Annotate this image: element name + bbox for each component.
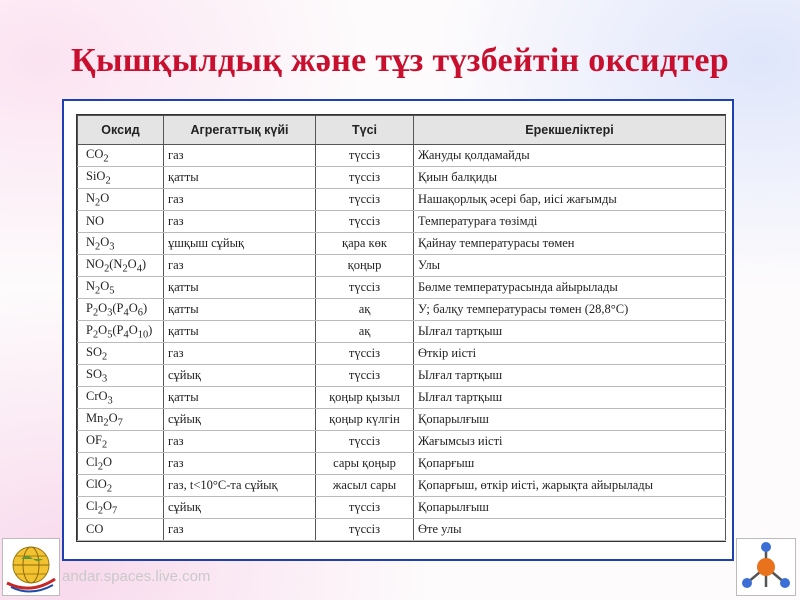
- cell-color: қара көк: [316, 233, 414, 255]
- cell-oxide: CO: [78, 519, 164, 541]
- header-state: Агрегаттық күйі: [164, 116, 316, 145]
- cell-oxide: SiO$_2$: [78, 167, 164, 189]
- cell-state: қатты: [164, 167, 316, 189]
- cell-oxide: $P_2O_5(P_4O_{10})$: [78, 321, 164, 343]
- cell-feature: Ылғал тартқыш: [414, 321, 726, 343]
- cell-color: қоңыр күлгін: [316, 409, 414, 431]
- header-color: Түсі: [316, 116, 414, 145]
- cell-oxide: $N_2O$: [78, 189, 164, 211]
- cell-state: қатты: [164, 299, 316, 321]
- globe-logo-icon: [2, 538, 60, 596]
- cell-state: газ, t<10°С-та сұйық: [164, 475, 316, 497]
- cell-oxide: $NO_2(N_2O_4)$: [78, 255, 164, 277]
- header-oxide: Оксид: [78, 116, 164, 145]
- cell-feature: Жағымсыз иісті: [414, 431, 726, 453]
- table-row: [78, 475, 726, 497]
- cell-color: қоңыр: [316, 255, 414, 277]
- cell-oxide: ClO$_2$: [78, 475, 164, 497]
- cell-feature: Улы: [414, 255, 726, 277]
- cell-oxide: $OF_2$: [78, 431, 164, 453]
- cell-color: түссіз: [316, 519, 414, 541]
- cell-oxide: $P_2O_3(P_4O_6)$: [78, 299, 164, 321]
- table-row: [78, 453, 726, 475]
- cell-oxide: $SO_2$: [78, 343, 164, 365]
- cell-state: газ: [164, 255, 316, 277]
- oxides-table-wrapper: [76, 114, 726, 542]
- cell-state: газ: [164, 211, 316, 233]
- cell-state: газ: [164, 145, 316, 167]
- cell-color: ақ: [316, 299, 414, 321]
- cell-state: сұйық: [164, 365, 316, 387]
- cell-oxide: NO: [78, 211, 164, 233]
- cell-feature: Өте улы: [414, 519, 726, 541]
- table-frame: [62, 99, 734, 561]
- cell-state: газ: [164, 431, 316, 453]
- cell-feature: Бөлме температурасында айырылады: [414, 277, 726, 299]
- cell-color: қоңыр қызыл: [316, 387, 414, 409]
- cell-state: сұйық: [164, 409, 316, 431]
- cell-color: түссіз: [316, 211, 414, 233]
- cell-feature: Ылғал тартқыш: [414, 365, 726, 387]
- cell-oxide: $Mn_2O_7$: [78, 409, 164, 431]
- cell-feature: Қопарғыш: [414, 453, 726, 475]
- cell-oxide: $CO_2$: [78, 145, 164, 167]
- cell-feature: Температураға төзімді: [414, 211, 726, 233]
- cell-color: сары қоңыр: [316, 453, 414, 475]
- cell-feature: Жануды қолдамайды: [414, 145, 726, 167]
- cell-state: газ: [164, 519, 316, 541]
- molecule-icon: [736, 538, 796, 596]
- cell-color: түссіз: [316, 145, 414, 167]
- table-row: [78, 233, 726, 255]
- table-header-row: [78, 116, 726, 145]
- cell-color: түссіз: [316, 365, 414, 387]
- table-row: [78, 387, 726, 409]
- table-row: [78, 211, 726, 233]
- cell-color: түссіз: [316, 189, 414, 211]
- cell-oxide: $N_2O_3$: [78, 233, 164, 255]
- cell-feature: Ылғал тартқыш: [414, 387, 726, 409]
- table-row: [78, 277, 726, 299]
- table-row: [78, 167, 726, 189]
- cell-feature: Нашақорлық әсері бар, иісі жағымды: [414, 189, 726, 211]
- cell-state: газ: [164, 189, 316, 211]
- cell-state: ұшқыш сұйық: [164, 233, 316, 255]
- table-row: [78, 321, 726, 343]
- cell-state: газ: [164, 343, 316, 365]
- cell-oxide: $Cl_2O$: [78, 453, 164, 475]
- table-row: [78, 343, 726, 365]
- cell-color: түссіз: [316, 343, 414, 365]
- cell-feature: Қопарылғыш: [414, 497, 726, 519]
- header-features: Ерекшеліктері: [414, 116, 726, 145]
- cell-color: түссіз: [316, 431, 414, 453]
- cell-feature: Қиын балқиды: [414, 167, 726, 189]
- table-row: [78, 431, 726, 453]
- cell-color: ақ: [316, 321, 414, 343]
- cell-state: қатты: [164, 321, 316, 343]
- table-row: [78, 497, 726, 519]
- cell-feature: Өткір иісті: [414, 343, 726, 365]
- cell-oxide: $N_2O_5$: [78, 277, 164, 299]
- table-body: [78, 145, 726, 541]
- table-row: [78, 255, 726, 277]
- cell-feature: Қайнау температурасы төмен: [414, 233, 726, 255]
- cell-state: газ: [164, 453, 316, 475]
- cell-color: түссіз: [316, 497, 414, 519]
- table-row: [78, 365, 726, 387]
- cell-state: сұйық: [164, 497, 316, 519]
- oxides-table: [77, 115, 726, 541]
- table-row: [78, 519, 726, 541]
- slide-title: Қышқылдық және тұз түзбейтін оксидтер: [71, 42, 729, 79]
- table-row: [78, 189, 726, 211]
- cell-color: түссіз: [316, 277, 414, 299]
- watermark-text: andar.spaces.live.com: [62, 568, 211, 585]
- table-row: [78, 145, 726, 167]
- table-row: [78, 409, 726, 431]
- cell-feature: Қопарғыш, өткір иісті, жарықта айырылады: [414, 475, 726, 497]
- cell-feature: Қопарылғыш: [414, 409, 726, 431]
- cell-oxide: $SO_3$: [78, 365, 164, 387]
- cell-oxide: $Cl_2O_7$: [78, 497, 164, 519]
- cell-color: түссіз: [316, 167, 414, 189]
- cell-state: қатты: [164, 387, 316, 409]
- cell-color: жасыл сары: [316, 475, 414, 497]
- cell-state: қатты: [164, 277, 316, 299]
- table-row: [78, 299, 726, 321]
- cell-oxide: CrO$_3$: [78, 387, 164, 409]
- cell-feature: У; балқу температурасы төмен (28,8°С): [414, 299, 726, 321]
